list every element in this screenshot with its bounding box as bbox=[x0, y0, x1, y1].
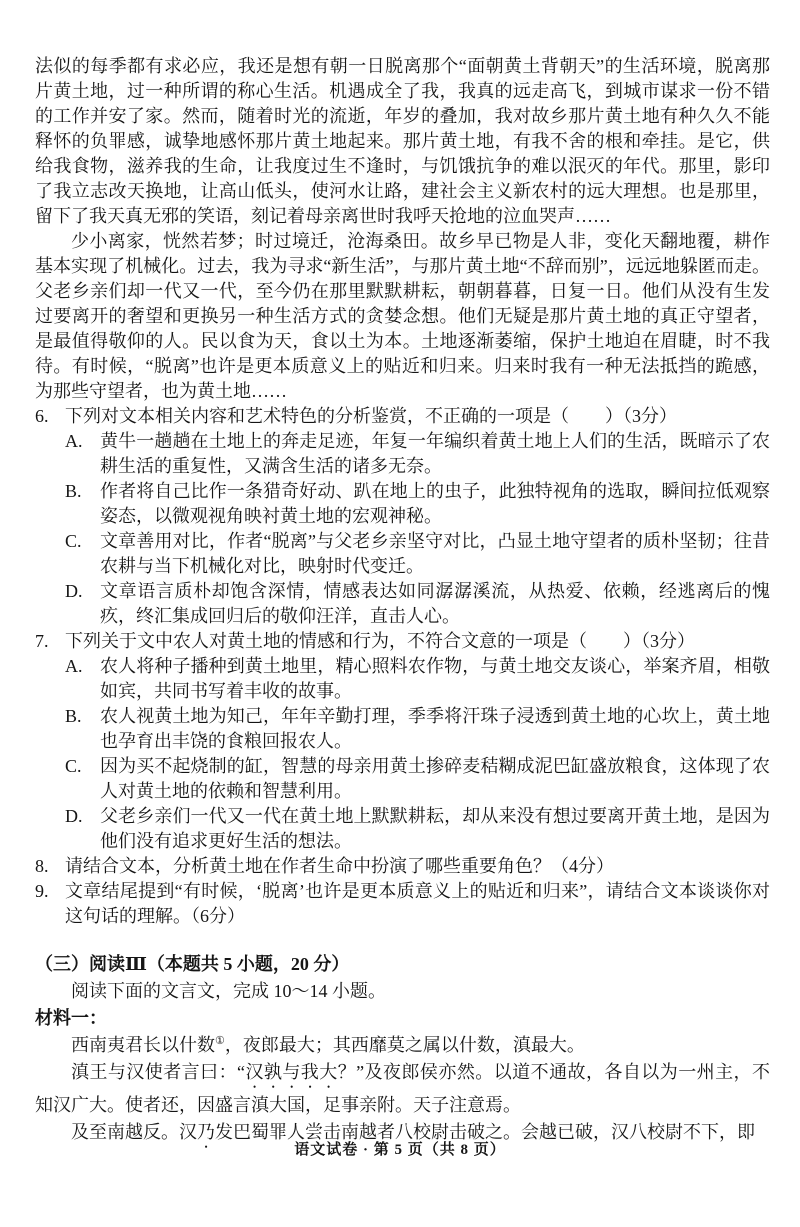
question-number: 6. bbox=[35, 406, 49, 426]
page-content bbox=[35, 54, 770, 1152]
option-d bbox=[65, 579, 770, 629]
option-label: D. bbox=[65, 581, 83, 601]
option-label: C. bbox=[65, 531, 82, 551]
option-label: B. bbox=[65, 706, 82, 726]
text-segment: ，夜郎最大；其西靡莫之属以什数，滇最大。 bbox=[224, 1035, 585, 1055]
passage-paragraph: 少小离家，恍然若梦；时过境迁，沧海桑田。故乡早已物是人非，变化天翻地覆，耕作基本实现了机械化。过去，我为寻求“新生活”，与那片黄土地“不辞而别”，远远地躲匿而走。父老乡亲们却一代又一代，至今仍在那里默默耕耘，朝朝暮暮，日复一日。他们从没有生发过要离开的奢望和更换另一种生活方式的贪婪念想。他们无疑是那片黄土地的真正守望者，是最值得敬仰的人。民以食为天，食以土为本。土地逐渐萎缩，保护土地迫在眉睫，时不我待。有时候，“脱离”也许是更本质意义上的贴近和归来。归来时我有一种无法抵挡的跪感，为那些守望者，也为黄土地…… bbox=[35, 231, 770, 401]
question-stem: 下列对文本相关内容和艺术特色的分析鉴赏，不正确的一项是（ ）（3分） bbox=[65, 406, 677, 426]
section-three-classical bbox=[35, 951, 770, 1152]
option-text: 父老乡亲们一代又一代在黄土地上默默耕耘，却从来没有想过要离开黄土地，是因为他们没有追求更好生活的想法。 bbox=[100, 806, 770, 851]
section-heading: （三）阅读Ⅲ（本题共 5 小题，20 分） bbox=[35, 954, 350, 974]
classical-text bbox=[35, 1032, 770, 1152]
option-label: A. bbox=[65, 656, 83, 676]
classical-paragraph bbox=[35, 1059, 770, 1119]
text-segment: 及至南越反。汉 bbox=[71, 1122, 197, 1142]
option-label: B. bbox=[65, 481, 82, 501]
option-label: C. bbox=[65, 756, 82, 776]
question-6 bbox=[35, 404, 770, 629]
option-label: A. bbox=[65, 431, 83, 451]
text-segment: ”及夜郎侯亦然。以道不通故，各自以为一州主，不知汉广大。使者还，因盛言滇大国，足事亲附。天子注意焉。 bbox=[35, 1062, 770, 1115]
question-body bbox=[65, 854, 770, 879]
question-stem: 请结合文本，分析黄土地在作者生命中扮演了哪些重要角色？（4分） bbox=[65, 856, 614, 876]
question-body bbox=[65, 879, 770, 929]
option-a bbox=[65, 429, 770, 479]
question-number: 8. bbox=[35, 856, 49, 876]
option-text: 文章善用对比，作者“脱离”与父老乡亲坚守对比，凸显土地守望者的质朴坚韧；往昔农耕与当下机械化对比，映射时代变迁。 bbox=[100, 531, 770, 576]
page-footer: 语文试卷 · 第 5 页（共 8 页） bbox=[294, 1142, 506, 1158]
option-text: 农人视黄土地为知己，年年辛勤打理，季季将汗珠子浸透到黄土地的心坎上，黄土地也孕育出丰饶的食粮回报农人。 bbox=[100, 706, 770, 751]
text-segment: 滇王与汉使者言曰：“ bbox=[71, 1062, 246, 1082]
question-8 bbox=[35, 854, 770, 879]
text-segment: 西南夷君长以什数 bbox=[71, 1035, 215, 1055]
emphasized-text: 汉孰与我大？ bbox=[245, 1062, 357, 1082]
option-label: D. bbox=[65, 806, 83, 826]
option-d bbox=[65, 804, 770, 854]
option-text: 黄牛一趟趟在土地上的奔走足迹，年复一年编织着黄土地上人们的生活，既暗示了农耕生活的重复性，又满含生活的诸多无奈。 bbox=[100, 431, 770, 476]
passage-paragraph: 法似的每季都有求必应，我还是想有朝一日脱离那个“面朝黄土背朝天”的生活环境，脱离那片黄土地，过一种所谓的称心生活。机遇成全了我，我真的远走高飞，到城市谋求一份不错的工作并安了家。然而，随着时光的流逝，年岁的叠加，我对故乡那片黄土地有种久久不能释怀的负罪感，诚挚地感怀那片黄土地起来。那片黄土地，有我不舍的根和牵挂。是它，供给我食物，滋养我的生命，让我度过生不逢时，与饥饿抗争的难以泯灭的年代。那里，影印了我立志改天换地，让高山低头，使河水让路，建社会主义新农村的远大理想。也是那里，留下了我天真无邪的笑语，刻记着母亲离世时我呼天抢地的泣血哭声…… bbox=[35, 56, 770, 226]
question-number: 7. bbox=[35, 631, 49, 651]
option-text: 因为买不起烧制的缸，智慧的母亲用黄土掺碎麦秸糊成泥巴缸盛放粮食，这体现了农人对黄土地的依赖和智慧利用。 bbox=[100, 756, 770, 801]
question-7 bbox=[35, 629, 770, 854]
option-text: 作者将自己比作一条猎奇好动、趴在地上的虫子，此独特视角的选取，瞬间拉低观察姿态，以微观视角映衬黄土地的宏观神秘。 bbox=[100, 481, 770, 526]
question-list bbox=[35, 404, 770, 929]
emphasized-text: 乃 bbox=[197, 1122, 215, 1142]
material-label: 材料一： bbox=[35, 1008, 107, 1028]
question-9 bbox=[35, 879, 770, 929]
option-text: 农人将种子播种到黄土地里，精心照料农作物，与黄土地交友谈心，举案齐眉，相敬如宾，共同书写着丰收的故事。 bbox=[100, 656, 770, 701]
section-intro: 阅读下面的文言文，完成 10～14 小题。 bbox=[71, 981, 386, 1001]
footnote-marker: ① bbox=[215, 1035, 225, 1047]
option-text: 文章语言质朴却饱含深情，情感表达如同潺潺溪流，从热爱、依赖，经逃离后的愧疚，终汇集成回归后的敬仰汪洋，直击人心。 bbox=[100, 581, 770, 626]
option-c bbox=[65, 754, 770, 804]
classical-paragraph bbox=[35, 1032, 770, 1059]
option-b bbox=[65, 479, 770, 529]
question-stem: 下列关于文中农人对黄土地的情感和行为，不符合文意的一项是（ ）（3分） bbox=[65, 631, 695, 651]
question-body bbox=[65, 404, 770, 629]
question-stem: 文章结尾提到“有时候，‘脱离’也许是更本质意义上的贴近和归来”，请结合文本谈谈你对这句话的理解。（6分） bbox=[65, 881, 770, 926]
option-b bbox=[65, 704, 770, 754]
option-c bbox=[65, 529, 770, 579]
text-segment: 发巴蜀罪人尝击南越者八校尉击破之。会越已破，汉八校尉不下，即 bbox=[215, 1122, 755, 1142]
question-number: 9. bbox=[35, 881, 49, 901]
option-a bbox=[65, 654, 770, 704]
question-body bbox=[65, 629, 770, 854]
reading-passage bbox=[35, 54, 770, 404]
